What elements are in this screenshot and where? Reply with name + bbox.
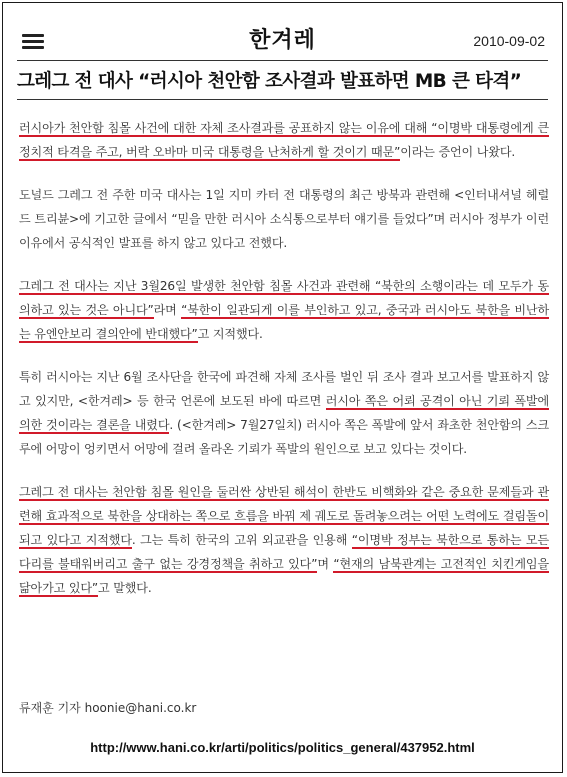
paragraph-text: 고 말했다. bbox=[98, 581, 152, 595]
highlighted-text: 그레그 전 대사는 천안함 침몰 원인을 둘러싼 상반된 해석이 한반도 비핵화와 같은 중요한 문제들과 관련해 효과적으로 북한을 상대하는 쪽으로 흐름을 바꿔 제 궤도로 돌려놓으려는 어떤 노력에도 걸림돌이 되고 있다고 지적했다 bbox=[19, 485, 549, 547]
site-logo[interactable]: 한겨레 bbox=[249, 28, 316, 53]
article-title: 그레그 전 대사 “러시아 천안함 조사결과 발표하면 MB 큰 타격” bbox=[17, 71, 522, 92]
highlighted-text: 러시아 쪽은 어뢰 공격이 아닌 기뢰 폭발에 의한 것이라는 결론을 내렸다 bbox=[19, 394, 549, 432]
page-frame bbox=[2, 2, 563, 773]
paragraph-2: 도널드 그레그 전 주한 미국 대사는 1일 지미 카터 전 대통령의 최근 방북과 관련해 <인터내셔널 헤럴드 트리뷴>에 기고한 글에서 “믿을 만한 러시아 소식통으로부터 얘기를 들었다”며 러시아 정부가 이런 이유에서 공식적인 발표를 하지 않고 있다고 전했다. bbox=[19, 188, 549, 250]
title-divider bbox=[17, 99, 548, 100]
highlighted-text: “이명박 정부는 북한으로 통하는 모든 다리를 불태워버리고 출구 없는 강경정책을 취하고 있다” bbox=[19, 533, 549, 571]
article-byline: 류재훈 기자 hoonie@hani.co.kr bbox=[19, 701, 197, 715]
paragraph-4 bbox=[19, 365, 549, 461]
paragraph-text: . 그는 특히 한국의 고위 외교관을 인용해 bbox=[131, 533, 352, 547]
paragraph-text: 라며 bbox=[153, 303, 182, 317]
highlighted-text: “현재의 남북관계는 고전적인 치킨게임을 닮아가고 있다” bbox=[19, 557, 549, 595]
paragraph-1 bbox=[19, 116, 549, 164]
paragraph-3 bbox=[19, 274, 549, 346]
paragraph-text: . (<한겨레> 7월27일치) 러시아 쪽은 폭발에 앞서 좌초한 천안함의 스크루에 어망이 엉키면서 어망에 걸려 올라온 기뢰가 폭발의 원인으로 보고 있다는 것이다. bbox=[19, 418, 549, 456]
site-header bbox=[3, 3, 562, 59]
highlighted-text: 러시아가 천안함 침몰 사건에 대한 자체 조사결과를 공표하지 않는 이유에 대해 “이명박 대통령에게 큰 정치적 타격을 주고, 버락 오바마 미국 대통령을 난처하게 할 것이기 때문” bbox=[19, 121, 549, 159]
highlighted-text: “북한이 일관되게 이를 부인하고 있고, 중국과 러시아도 북한을 비난하는 유엔안보리 결의안에 반대했다” bbox=[19, 303, 550, 341]
paragraph-text: 이라는 증언이 나왔다. bbox=[400, 145, 516, 159]
article-date: 2010-09-02 bbox=[473, 33, 545, 49]
paragraph-5 bbox=[19, 480, 549, 600]
highlighted-text: 그레그 전 대사는 지난 3월26일 발생한 천안함 침몰 사건과 관련해 “북한의 소행이라는 데 모두가 동의하고 있는 것은 아니다” bbox=[19, 279, 549, 317]
source-url[interactable]: http://www.hani.co.kr/arti/politics/politics_general/437952.html bbox=[90, 740, 475, 755]
paragraph-text: 특히 러시아는 지난 6월 조사단을 한국에 파견해 자체 조사를 벌인 뒤 조사 결과 보고서를 발표하지 않고 있지만, <한겨레> 등 한국 언론에 보도된 바에 따르면 bbox=[19, 370, 549, 408]
article-body bbox=[19, 116, 549, 600]
paragraph-text: 며 bbox=[317, 557, 334, 571]
header-divider bbox=[17, 60, 548, 61]
paragraph-text: 고 지적했다. bbox=[197, 327, 263, 341]
